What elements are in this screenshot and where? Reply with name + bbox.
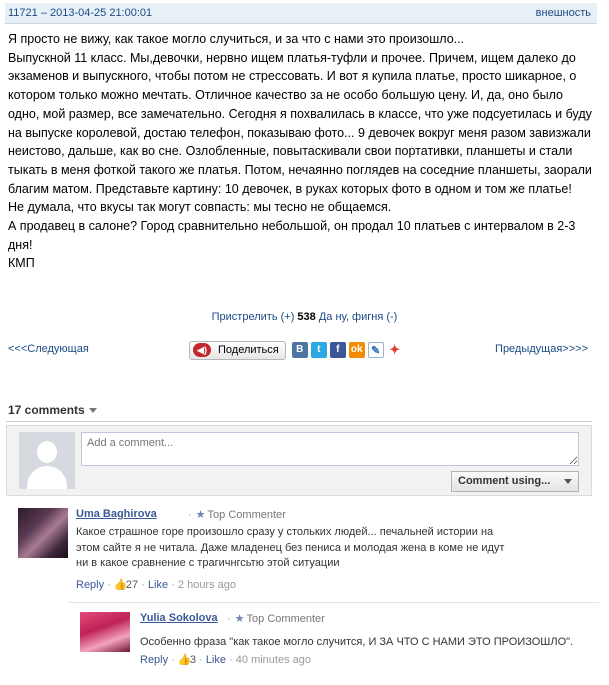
comment-input[interactable] <box>81 432 579 466</box>
top-commenter-badge <box>227 612 325 625</box>
thumbs-up-icon: 👍 <box>113 579 128 591</box>
comment-timestamp[interactable]: 40 minutes ago <box>235 654 311 666</box>
comment-text: Какое страшное горе произошло сразу у стольких людей... печальней истории на этом сайте я не читала. Даже младенец без пениса и молодая жена в коме не идут ни в какое сравнение с трагичнгсьтю этой ситуации <box>76 526 505 569</box>
vote-score: 538 <box>297 311 316 323</box>
comment-actions: Reply · 👍27 · Like · 2 hours ago <box>76 579 237 591</box>
star-icon: ★ <box>195 509 206 521</box>
comments-count[interactable] <box>8 403 97 417</box>
reply-link[interactable]: Reply <box>76 579 105 591</box>
story-paragraph: Я просто не вижу, как такое могло случиться, и за что с нами это произошло... <box>8 32 465 46</box>
share-button[interactable] <box>189 341 286 360</box>
next-story-link[interactable]: <<<Следующая <box>8 343 89 355</box>
separator-dot: · <box>188 509 192 521</box>
odnoklassniki-icon[interactable]: ok <box>349 342 365 358</box>
like-link[interactable]: Like <box>205 654 226 666</box>
comment-compose-box <box>6 425 592 496</box>
avatar-body-shape <box>27 466 67 489</box>
badge-label: Top Commenter <box>246 613 325 625</box>
story-paragraph: А продавец в салоне? Город сравнительно небольшой, он продал 10 платьев с интервалом в 2-3 дня! <box>8 219 576 252</box>
story-header <box>5 3 597 24</box>
comment-author[interactable]: Uma Baghirova <box>76 508 157 520</box>
story-paragraph: Не думала, что вкусы так могут совпасть: мы тесно не общаемся. <box>8 200 392 215</box>
comment-reply <box>80 612 600 682</box>
twitter-icon[interactable]: t <box>311 342 327 358</box>
chevron-down-icon <box>564 479 572 484</box>
like-link[interactable]: Like <box>147 579 169 591</box>
avatar-head-shape <box>37 441 57 463</box>
share-button-label: Поделиться <box>218 344 279 356</box>
share-bar <box>189 340 403 360</box>
avatar[interactable] <box>18 508 68 558</box>
comment-using-dropdown[interactable] <box>451 471 579 492</box>
story-signature: КМП <box>8 256 35 271</box>
vote-line <box>0 311 609 323</box>
external-share-icon[interactable]: ✦ <box>387 342 403 358</box>
downvote-link[interactable]: Да ну, фигня (-) <box>318 311 398 323</box>
comment <box>18 508 598 594</box>
comment-actions: Reply · 👍3 · Like · 40 minutes ago <box>140 654 311 666</box>
comments-count-label: 17 comments <box>8 403 85 417</box>
comment-using-label: Comment using... <box>458 475 551 487</box>
upvote-link[interactable]: Пристрелить (+) <box>211 311 295 323</box>
like-count: 3 <box>189 654 197 666</box>
star-icon: ★ <box>234 613 245 625</box>
comment-text: Особенно фраза "как такое могло случится, И ЗА ЧТО С НАМИ ЭТО ПРОИЗОШЛО". <box>140 636 574 648</box>
previous-story-link[interactable]: Предыдущая>>>> <box>495 343 588 355</box>
like-count: 27 <box>125 579 139 591</box>
reply-link[interactable]: Reply <box>140 654 169 666</box>
chevron-down-icon <box>89 408 97 413</box>
story-paragraph: Выпускной 11 класс. Мы,девочки, нервно ищем платья-туфли и прочее. Причем, ищем далеко до экзаменов и выпускного, чтобы потом не стрессовать. И вот я купила платье, просто шикарное, о котором только можно мечтать. Отличное качество за не особо большую цену. И, да, оно было одно, мой размер, все замечательно. Сегодня я похвалилась в классе, что уже подсуетилась и буду на выпуске королевой, достаю телефон, показываю фото... 9 девочек вокруг меня разом завизжали неистово, дальше, как во сне. Озлобленные, повытаскивали свои портативки, планшеты и стали тыкать в меня фоткой такого же платья. Потом, нечаянно поглядев на соседние планшеты, заорали благим матом. Представьте картину: 10 девочек, в руках которых фото в одном и том же платье! <box>8 50 592 196</box>
story-navigation <box>0 340 609 362</box>
comment-author[interactable]: Yulia Sokolova <box>140 612 218 624</box>
default-avatar <box>19 432 75 489</box>
facebook-icon[interactable]: f <box>330 342 346 358</box>
badge-label: Top Commenter <box>207 509 286 521</box>
comment-timestamp[interactable]: 2 hours ago <box>177 579 237 591</box>
avatar[interactable] <box>80 612 130 652</box>
vk-icon[interactable]: В <box>292 342 308 358</box>
story-id-date: 11721 – 2013-04-25 21:00:01 <box>8 7 153 19</box>
divider <box>6 421 592 422</box>
top-commenter-badge <box>188 508 286 521</box>
share-logo-icon: ◀) <box>193 343 211 357</box>
reply-divider <box>69 602 599 603</box>
livejournal-icon[interactable]: ✎ <box>368 342 384 358</box>
story-text <box>8 30 596 273</box>
thumbs-up-icon: 👍 <box>177 654 192 666</box>
separator-dot: · <box>227 613 231 625</box>
appearance-link[interactable]: внешность <box>535 7 591 19</box>
